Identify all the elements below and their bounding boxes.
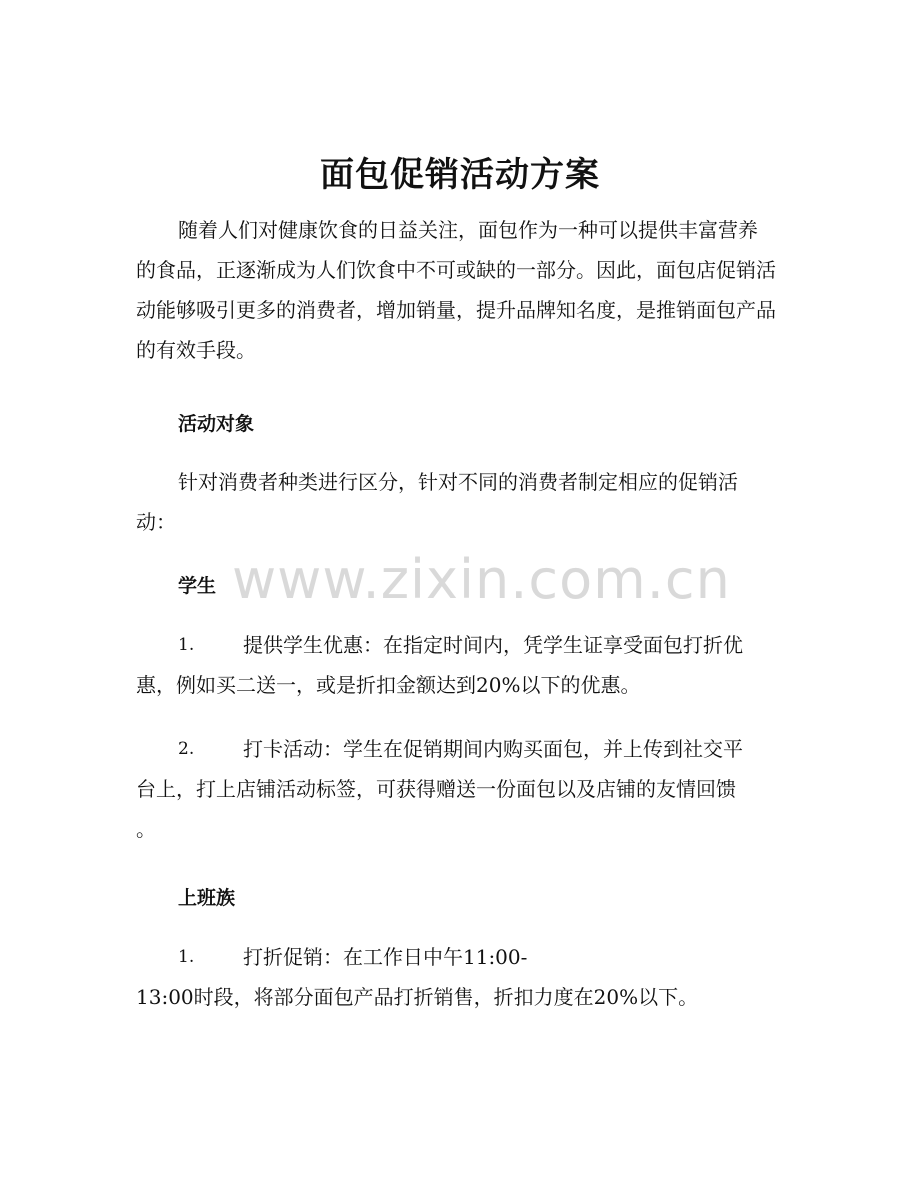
list-item-number: 1. (178, 635, 195, 655)
list-item-continuation: 台上，打上店铺活动标签，可获得赠送一份面包以及店铺的友情回馈 (136, 777, 736, 801)
list-item-number: 2. (178, 739, 195, 759)
list-item (136, 729, 776, 849)
list-item-continuation: 惠，例如买二送一，或是折扣金额达到20%以下的优惠。 (136, 673, 641, 697)
section-heading-target: 活动对象 (178, 413, 255, 435)
list-item-number: 1. (178, 947, 195, 967)
section-heading-office-workers: 上班族 (178, 887, 236, 909)
section-heading-students: 学生 (178, 575, 217, 597)
intro-paragraph: 随着人们对健康饮食的日益关注，面包作为一种可以提供丰富营养的食品，正逐渐成为人们饮食中不可或缺的一部分。因此，面包店促销活动能够吸引更多的消费者，增加销量，提升品牌知名度，是推销面包产品的有效手段。 (136, 218, 776, 362)
list-item-first-line: 打卡活动：学生在促销期间内购买面包，并上传到社交平 (243, 737, 743, 761)
list-item (136, 625, 776, 705)
list-item-continuation: 。 (136, 817, 156, 841)
watermark: www.zixin.com.cn (232, 548, 731, 611)
target-paragraph: 针对消费者种类进行区分，针对不同的消费者制定相应的促销活动： (136, 470, 738, 534)
list-item (136, 937, 776, 1017)
list-item-continuation: 13:00时段，将部分面包产品打折销售，折扣力度在20%以下。 (136, 985, 699, 1009)
list-item-first-line: 打折促销：在工作日中午11:00- (243, 945, 528, 969)
document-title: 面包促销活动方案 (320, 155, 600, 195)
list-item-first-line: 提供学生优惠：在指定时间内，凭学生证享受面包打折优 (243, 633, 743, 657)
